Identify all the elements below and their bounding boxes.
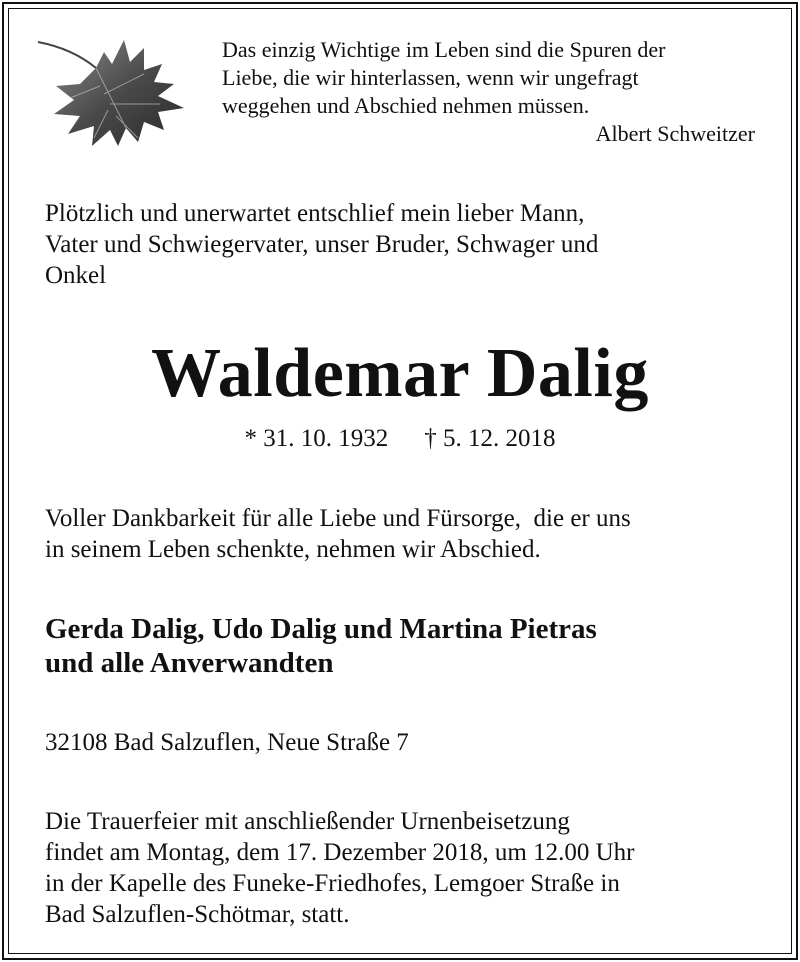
- family-address: 32108 Bad Salzuflen, Neue Straße 7: [45, 729, 409, 756]
- quote-block: [222, 36, 757, 148]
- thanks-line: Voller Dankbarkeit für alle Liebe und Fürsorge, die er uns: [45, 505, 631, 532]
- family-line: und alle Anverwandten: [45, 647, 334, 679]
- quote-line: Liebe, die wir hinterlassen, wenn wir ungefragt: [222, 65, 639, 90]
- intro-text: [45, 198, 598, 291]
- thanks-line: in seinem Leben schenkte, nehmen wir Abschied.: [45, 536, 541, 563]
- family-names: [45, 612, 597, 680]
- quote-author: Albert Schweitzer: [595, 121, 755, 146]
- deceased-name: Waldemar Dalig: [151, 335, 649, 412]
- service-line: in der Kapelle des Funeke-Friedhofes, Lemgoer Straße in: [45, 870, 620, 897]
- intro-line: Vater und Schwiegervater, unser Bruder, Schwager und: [45, 231, 599, 258]
- family-line: Gerda Dalig, Udo Dalig und Martina Pietras: [45, 613, 597, 645]
- service-line: findet am Montag, dem 17. Dezember 2018, um 12.00 Uhr: [45, 839, 635, 866]
- death-date: † 5. 12. 2018: [424, 425, 556, 452]
- service-line: Die Trauerfeier mit anschließender Urnenbeisetzung: [45, 808, 570, 835]
- intro-line: Onkel: [45, 262, 107, 289]
- birth-date: * 31. 10. 1932: [244, 425, 389, 452]
- quote-line: weggehen und Abschied nehmen müssen.: [222, 93, 590, 118]
- service-details: [45, 806, 634, 930]
- quote-line: Das einzig Wichtige im Leben sind die Spuren der: [222, 37, 666, 62]
- service-line: Bad Salzuflen-Schötmar, statt.: [45, 901, 350, 928]
- life-dates: [0, 424, 800, 454]
- maple-leaf-icon: [34, 34, 189, 164]
- thanks-text: [45, 503, 631, 565]
- intro-line: Plötzlich und unerwartet entschlief mein lieber Mann,: [45, 200, 585, 227]
